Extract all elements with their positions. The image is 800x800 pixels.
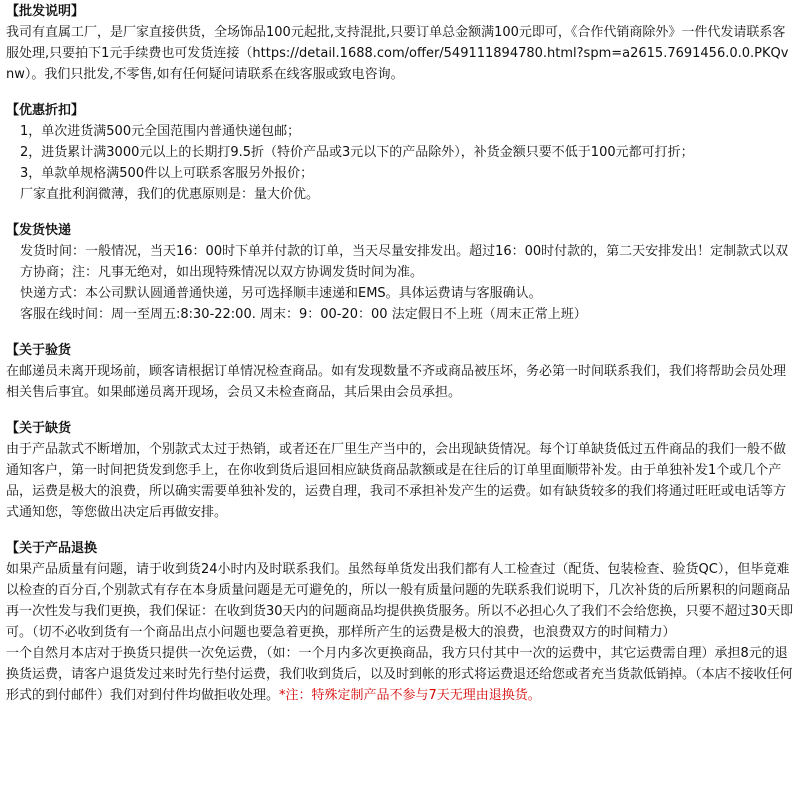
- courier-method-text: 快递方式：本公司默认圆通普通快递，另可选择顺丰速递和EMS。具体运费请与客服确认。: [20, 286, 542, 301]
- section-discounts: [6, 101, 796, 205]
- out-of-stock-text: 由于产品款式不断增加，个别款式太过于热销，或者还在厂里生产当中的，会出现缺货情况。每个订单缺货低过五件商品的我们一般不做通知客户，第一时间把货发到您手上，在你收到货后退回相应缺货商品款额或是在往后的订单里面顺带补发。由于单独补发1个或几个产品，运费是极大的浪费，所以确实需要单独补发的，运费自理，我司不承担补发产生的运费。如有缺货较多的我们将通过旺旺或电话等方式通知您，等您做出决定后再做安排。: [6, 442, 787, 520]
- section-returns: [6, 539, 796, 706]
- section-title: 【关于验货: [6, 343, 72, 358]
- wholesale-info-text: 我司有直属工厂，是厂家直接供货，全场饰品100元起批,支持混批,只要订单总金额满100元即可，《合作代销商除外》一件代发请联系客服处理,只要拍下1元手续费也可发货连接（https://detail.1688.com/offer/549111894780.html?spm=a2615.7691456.0.0.PKQvnw）。我们只批发,不零售,如有任何疑问请联系在线客服或致电咨询。: [6, 25, 789, 82]
- section-title: 【关于缺货: [6, 421, 72, 436]
- section-title: 【批发说明】: [6, 4, 85, 19]
- inspection-text: 在邮递员未离开现场前，顾客请根据订单情况检查商品。如有发现数量不齐或商品被压坏，务必第一时间联系我们，我们将帮助会员处理相关售后事宜。如果邮递员离开现场，会员又未检查商品，其后果由会员承担。: [6, 364, 787, 400]
- section-shipping: [6, 221, 796, 325]
- service-hours-text: 客服在线时间：周一至周五:8:30-22:00. 周末：9：00-20：00 法定假日不上班（周末正常上班）: [20, 307, 587, 322]
- section-title: 【优惠折扣】: [6, 103, 85, 118]
- section-title: 【关于产品退换: [6, 541, 98, 556]
- returns-shipping-body: 一个自然月本店对于换货只提供一次免运费，（如：一个月内多次更换商品，我方只付其中一次的运费中，其它运费需自理）承担8元的退换货运费，请客户退货发过来时先行垫付运费，我们收到货后，以及时到帐的形式将运费退还给您或者充当货款低销掉。（本店不接收任何形式的到付邮件）我们对到付件均做拒收处理。: [6, 646, 793, 703]
- section-out-of-stock: [6, 419, 796, 523]
- discount-item-3: 3，单款单规格满500件以上可联系客服另外报价；: [20, 166, 314, 181]
- returns-shipping-text: [6, 643, 796, 706]
- section-inspection: [6, 341, 796, 403]
- special-order-note: *注：特殊定制产品不参与7天无理由退换货。: [279, 688, 541, 703]
- discount-item-2: 2，进货累计满3000元以上的长期打9.5折（特价产品或3元以下的产品除外），补货金额只要不低于100元都可打折；: [20, 145, 694, 160]
- discount-principle: 厂家直批利润微薄，我们的优惠原则是：量大价优。: [20, 187, 320, 202]
- section-wholesale-info: [6, 2, 796, 85]
- section-title: 【发货快递: [6, 223, 72, 238]
- returns-quality-text: 如果产品质量有问题，请于收到货24小时内及时联系我们。虽然每单货发出我们都有人工检查过（配货、包装检查、验货QC），但毕竟难以检查的百分百,个别款式有存在本身质量问题是无可避免的，所以一般有质量问题的先联系我们说明下，几次补货的后所累积的问题商品再一次性发与我们更换，我们保证：在收到货30天内的问题商品均提供换货服务。所以不必担心久了我们不会给您换，只要不超过30天即可。（切不必收到货有一个商品出点小问题也要急着更换，那样所产生的运费是极大的浪费，也浪费双方的时间精力）: [6, 562, 794, 640]
- discount-item-1: 1，单次进货满500元全国范围内普通快递包邮；: [20, 124, 301, 139]
- shipping-time-text: 发货时间：一般情况，当天16：00时下单并付款的订单，当天尽量安排发出。超过16：00时付款的，第二天安排发出！定制款式以双方协商；注：凡事无绝对，如出现特殊情况以双方协调发货时间为准。: [20, 244, 789, 280]
